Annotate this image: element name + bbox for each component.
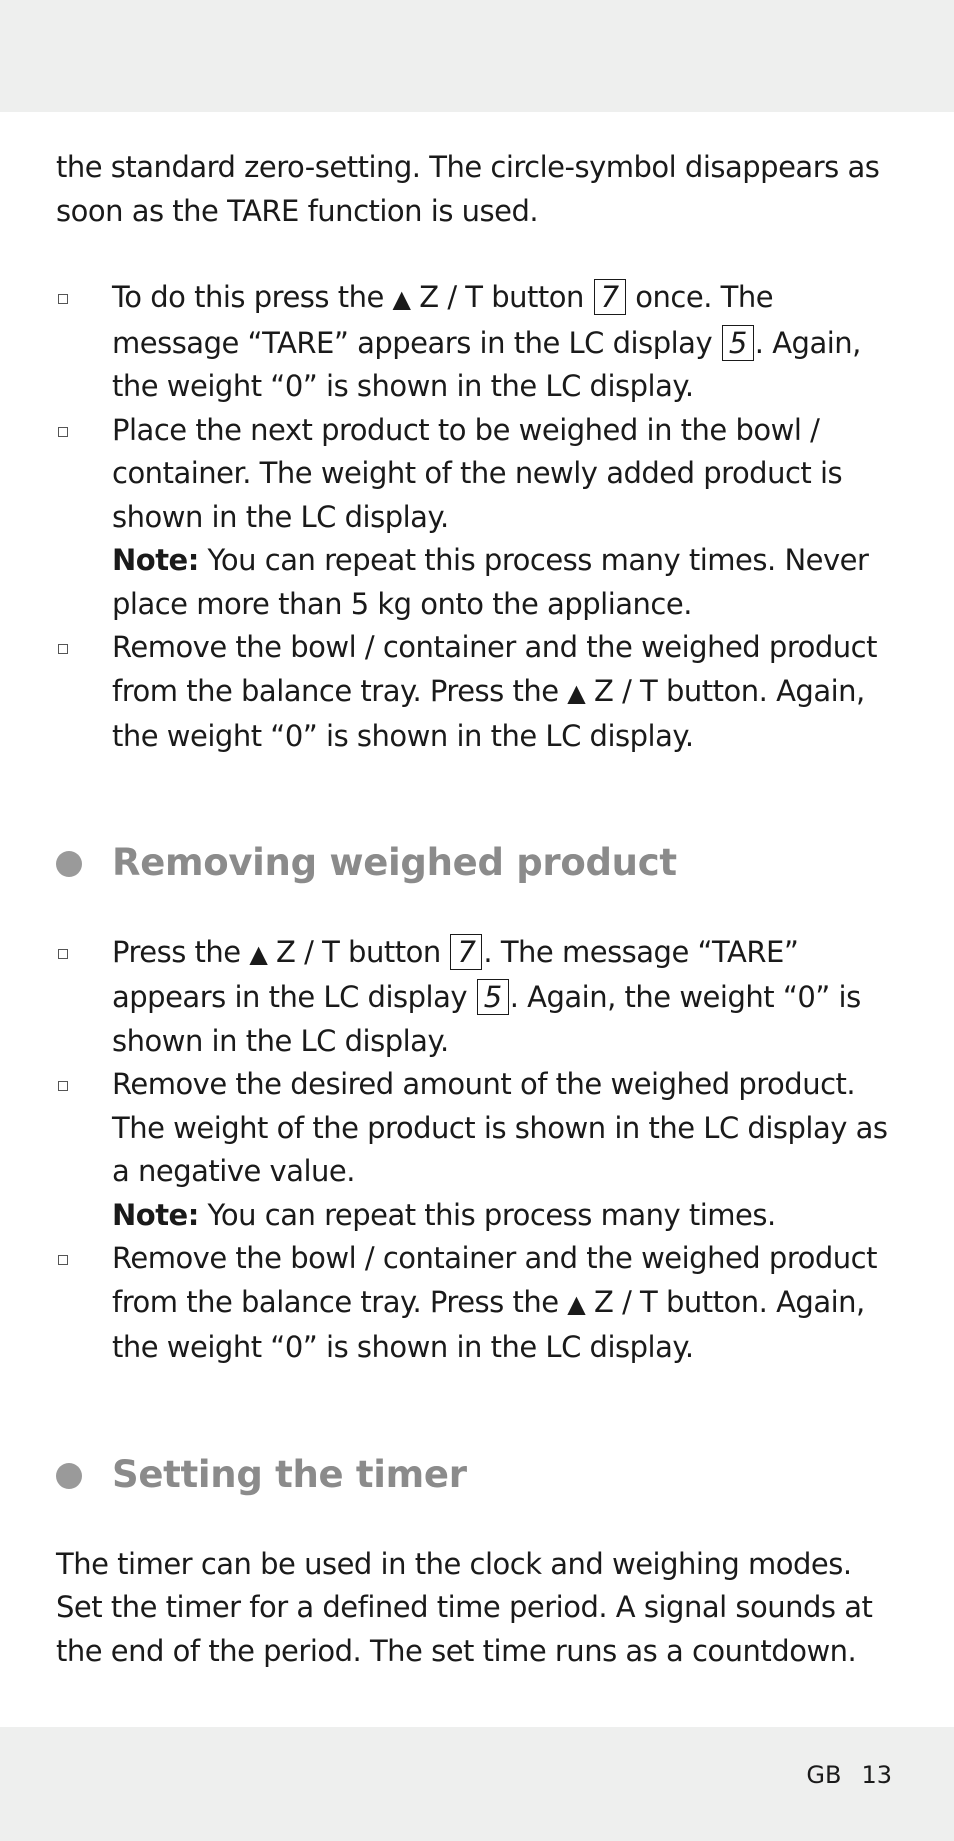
reference-number: 7 xyxy=(594,279,626,315)
checkbox-bullet-icon xyxy=(58,294,68,304)
tare-steps-list xyxy=(56,276,906,759)
bullet-dot-icon xyxy=(56,1463,82,1489)
reference-number: 7 xyxy=(450,934,482,970)
intro-paragraph: the standard zero-setting. The circle-symbol disappears as soon as the TARE function is used. xyxy=(56,150,880,228)
list-item: To do this press the ▲ Z / T button 7 once. The message “TARE” appears in the LC display 5 . Again, the weight “0” is shown in the LC display. xyxy=(56,276,906,409)
reference-number: 5 xyxy=(722,325,754,361)
checkbox-bullet-icon xyxy=(58,427,68,437)
section-heading-removing: Removing weighed product xyxy=(56,841,906,885)
language-code: GB xyxy=(806,1761,842,1789)
checkbox-bullet-icon xyxy=(58,644,68,654)
checkbox-bullet-icon xyxy=(58,1255,68,1265)
list-item: Press the ▲ Z / T button 7 . The message “TARE” appears in the LC display 5 . Again, the weight “0” is shown in the LC display. xyxy=(56,931,906,1064)
checkbox-bullet-icon xyxy=(58,1081,68,1091)
triangle-up-icon: ▲ xyxy=(249,939,268,968)
list-item: Remove the desired amount of the weighed product. The weight of the product is shown in the LC display as a negative value. Note: You can repeat this process many times. xyxy=(56,1063,906,1237)
triangle-up-icon: ▲ xyxy=(567,1289,586,1318)
note-text: You can repeat this process many times. Never place more than 5 kg onto the appliance. xyxy=(112,543,869,621)
list-item: Remove the bowl / container and the weighed product from the balance tray. Press the ▲ Z / T button. Again, the weight “0” is shown in the LC display. xyxy=(56,626,906,759)
note-label: Note: xyxy=(112,543,199,577)
reference-number: 5 xyxy=(477,979,509,1015)
timer-paragraph: The timer can be used in the clock and weighing modes. Set the timer for a defined time period. A signal sounds at the end of the period. The set time runs as a countdown. xyxy=(56,1546,873,1668)
checkbox-bullet-icon xyxy=(58,949,68,959)
triangle-up-icon: ▲ xyxy=(567,678,586,707)
page-footer xyxy=(806,1760,892,1790)
bullet-dot-icon xyxy=(56,851,82,877)
header-band xyxy=(0,0,954,112)
note-label: Note: xyxy=(112,1197,199,1232)
section-heading-timer: Setting the timer xyxy=(56,1453,906,1497)
note-text: You can repeat this process many times. xyxy=(198,1197,776,1232)
list-item: Place the next product to be weighed in the bowl / container. The weight of the newly added product is shown in the LC display. Note: You can repeat this process many times. Never place more than 5 kg onto the appliance. xyxy=(56,409,906,627)
list-item: Remove the bowl / container and the weighed product from the balance tray. Press the ▲ Z / T button. Again, the weight “0” is shown in the LC display. xyxy=(56,1237,906,1370)
page-number: 13 xyxy=(861,1761,892,1789)
removing-steps-list xyxy=(56,931,906,1370)
triangle-up-icon: ▲ xyxy=(392,285,411,313)
page-content xyxy=(56,146,906,1673)
